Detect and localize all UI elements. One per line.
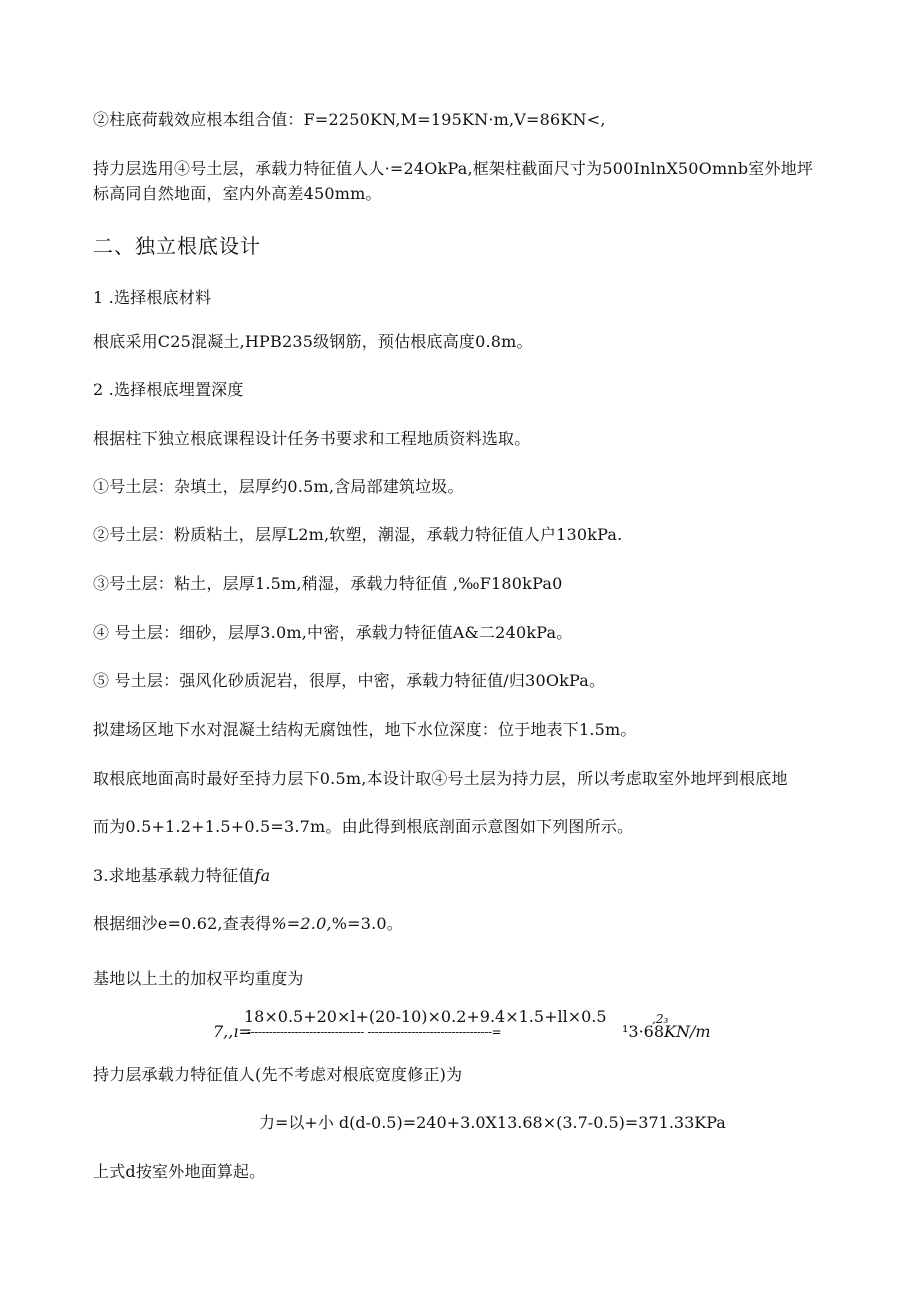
step2-text: 根据柱下独立根底课程设计任务书要求和工程地质资料选取。 bbox=[93, 429, 531, 448]
step3-title-text: 3.求地基承载力特征值 bbox=[93, 866, 255, 885]
note-text: 上式d按室外地面算起。 bbox=[93, 1162, 266, 1181]
formula1-lhs: 7,,ı= bbox=[213, 1022, 252, 1041]
eta-coefficients bbox=[93, 913, 403, 935]
soil-layer-5: ⑤ 号土层：强风化砂质泥岩，很厚，中密，承载力特征值/归30OkPa。 bbox=[93, 671, 606, 690]
soil-layer-3: ③号土层：粘土，层厚1.5m,稍湿，承载力特征值 ‚‰F180kPa0 bbox=[93, 574, 563, 593]
step1-title: 1 .选择根底材料 bbox=[93, 288, 212, 307]
formula1-exponent: ,2₃ bbox=[652, 1012, 669, 1026]
load-combination-text: ②柱底荷载效应根本组合值：F=2250KN,M=195KN·m,V=86KN<, bbox=[93, 110, 606, 129]
step3-title-symbol: fa bbox=[254, 866, 271, 885]
formula1-rhs-unit: KN/m bbox=[664, 1022, 711, 1041]
soil-layer-4: ④ 号土层：细砂，层厚3.0m,中密，承载力特征值A&二240kPa。 bbox=[93, 623, 573, 642]
soil-layer-2: ②号土层：粉质粘土，层厚L2m,软塑，潮湿，承载力特征值人户130kPa. bbox=[93, 525, 623, 544]
formula1-numerator: 18×0.5+20×l+(20-10)×0.2+9.4×1.5+ll×0.5 bbox=[244, 1007, 607, 1026]
section-heading: 二、独立根底设计 bbox=[93, 234, 261, 258]
step1-text: 根底采用C25混凝土,HPB235级钢筋，预估根底高度0.8m。 bbox=[93, 332, 533, 351]
step2-title: 2 .选择根底埋置深度 bbox=[93, 380, 244, 399]
burial-depth-line1: 取根底地面高时最好至持力层下0.5m,本设计取④号土层为持力层，所以考虑取室外地坪到根底地 bbox=[93, 769, 788, 788]
formula1-rhs-value: ¹3·68 bbox=[622, 1022, 665, 1041]
bearing-layer-text-line1: 持力层选用④号土层，承载力特征值人人·=24OkPa,框架柱截面尺寸为500InlnX50Omnb室外地坪 bbox=[93, 159, 814, 178]
step3-title bbox=[93, 865, 270, 887]
formula1-rhs bbox=[622, 1022, 711, 1042]
groundwater-text: 拟建场区地下水对混凝土结构无腐蚀性，地下水位深度：位于地表下1.5m。 bbox=[93, 720, 637, 739]
burial-depth-line2: 而为0.5+1.2+1.5+0.5=3.7m。由此得到根底剖面示意图如下列图所示。 bbox=[93, 817, 634, 836]
bearing-layer-text-line2: 标高同自然地面，室内外高差450mm。 bbox=[93, 184, 382, 203]
weight-intro: 基地以上土的加权平均重度为 bbox=[93, 969, 304, 988]
eta-text-a: 根据细沙e=0.62,查表得 bbox=[93, 914, 272, 933]
eta-text-c: %=3.0。 bbox=[331, 914, 403, 933]
soil-layer-1: ①号土层：杂填土，层厚约0.5m,含局部建筑垃圾。 bbox=[93, 477, 464, 496]
formula2: 力=以+小 d(d-0.5)=240+3.0X13.68×(3.7-0.5)=371.33KPa bbox=[259, 1113, 726, 1132]
bearing-intro: 持力层承载力特征值人(先不考虑对根底宽度修正)为 bbox=[93, 1065, 463, 1084]
formula1-fraction-bar: -------------------------------- ----------------------------------= bbox=[247, 1025, 502, 1039]
eta-text-b: %=2.0, bbox=[271, 914, 332, 933]
